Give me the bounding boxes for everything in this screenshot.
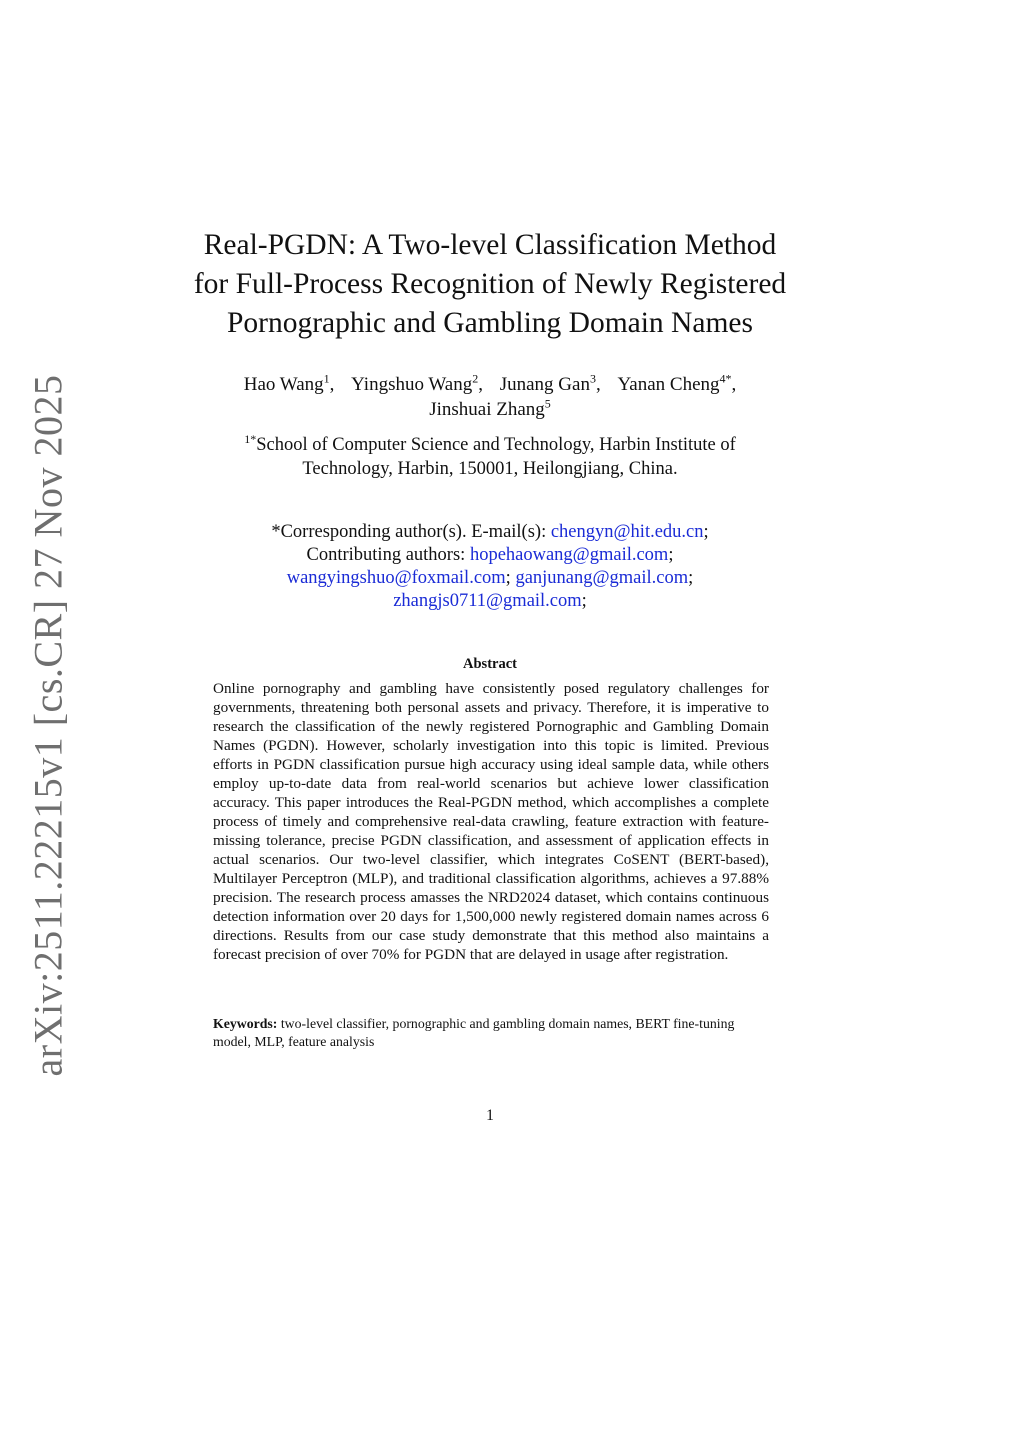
affiliation-line: Technology, Harbin, 150001, Heilongjiang, China. <box>302 459 678 479</box>
paper-title <box>160 226 820 343</box>
keywords-text: two-level classifier, pornographic and gambling domain names, BERT fine-tuning model, MLP, feature analysis <box>213 1016 735 1049</box>
keywords-label: Keywords: <box>213 1016 278 1031</box>
arxiv-stamp-text: arXiv:2511.22215v1 [cs.CR] 27 Nov 2025 <box>25 374 71 1076</box>
corresponding-email-link[interactable]: chengyn@hit.edu.cn <box>550 522 704 542</box>
contributor-email-link[interactable]: hopehaowang@gmail.com <box>469 545 669 565</box>
contributing-label: Contributing authors: <box>306 545 466 565</box>
title-line: for Full-Process Recognition of Newly Registered <box>193 268 787 300</box>
affiliation-marker: 1* <box>244 431 257 446</box>
keywords <box>213 1015 769 1051</box>
title-line: Real-PGDN: A Two-level Classification Method <box>203 229 777 261</box>
author-list <box>160 372 820 422</box>
author: Hao Wang$^1$, <box>243 371 335 395</box>
title-line: Pornographic and Gambling Domain Names <box>227 307 753 339</box>
abstract-heading: Abstract <box>463 656 517 672</box>
author: Jinshuai Zhang$^5$ <box>429 396 551 420</box>
author: Yingshuo Wang$^2$, <box>351 371 483 395</box>
author: Junang Gan$^3$, <box>499 371 601 395</box>
abstract-body: Online pornography and gambling have consistently posed regulatory challenges for governments, threatening both personal assets and privacy. Therefore, it is imperative to research the classification of the newly registered Pornographic and Gambling Domain Names (PGDN). However, scholarly investigation into this topic is limited. Previous efforts in PGDN classification pursue high accuracy using ideal sample data, while others employ up-to-date data from real-world scenarios but achieve lower classification accuracy. This paper introduces the Real-PGDN method, which accomplishes a complete process of timely and comprehensive real-data crawling, feature extraction with feature-missing tolerance, precise PGDN classification, and assessment of application effects in actual scenarios. Our two-level classifier, which integrates CoSENT (BERT-based), Multilayer Perceptron (MLP), and traditional classification algorithms, achieves a 97.88% precision. The research process amasses the NRD2024 dataset, which contains continuous detection information over 20 days for 1,500,000 newly registered domain names across 6 directions. Results from our case study demonstrate that this method also maintains a forecast precision of over 70% for PGDN that are delayed in usage after registration. <box>213 680 769 963</box>
corresponding-label: *Corresponding author(s). E-mail(s): <box>271 522 547 542</box>
contributor-email-link[interactable]: ganjunang@gmail.com <box>515 568 689 588</box>
arxiv-stamp <box>23 374 73 1076</box>
contributor-email-link[interactable]: zhangjs0711@gmail.com <box>393 591 582 611</box>
affiliation-line: School of Computer Science and Technology, Harbin Institute of <box>256 435 736 455</box>
affiliation <box>160 433 820 481</box>
page-number: 1 <box>486 1107 494 1124</box>
author: Yanan Cheng$^{4*}$, <box>617 371 737 395</box>
contributor-email-link[interactable]: wangyingshuo@foxmail.com <box>286 568 506 588</box>
contact-block: *Corresponding author(s). E-mail(s): chengyn@hit.edu.cn; Contributing authors: hopehaowang@gmail.com; wangyingshuo@foxmail.com; ganjunang@gmail.com; zhangjs0711@gmail.com; <box>271 522 709 611</box>
